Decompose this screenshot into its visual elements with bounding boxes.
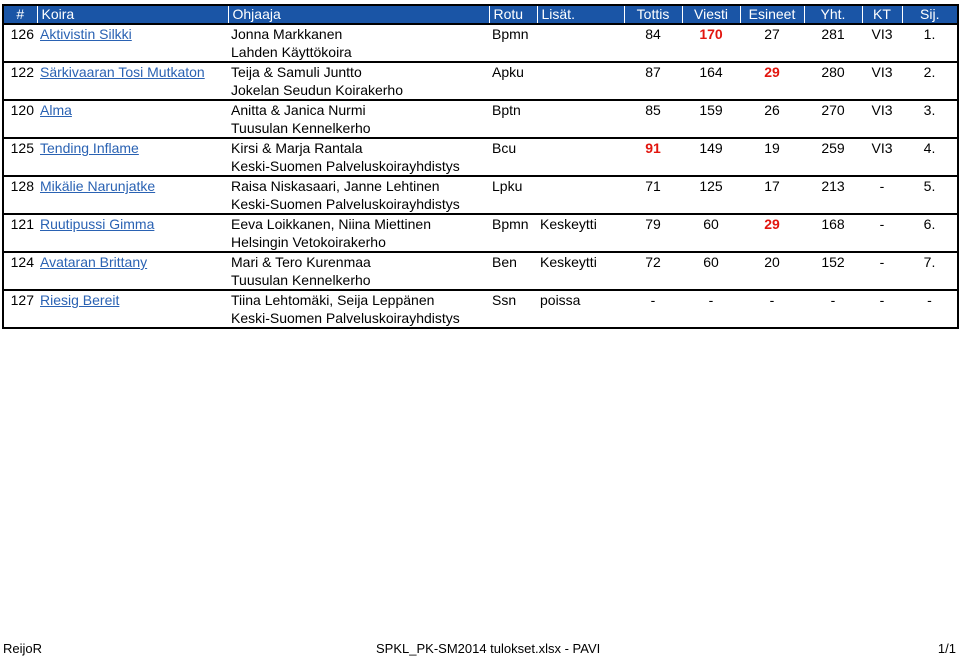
empty-cell [37,309,228,328]
empty-cell [624,309,958,328]
col-header-tottis: Tottis [624,5,682,24]
dog-name-cell [37,290,228,309]
table-row [3,252,958,271]
extra-info [537,62,624,81]
score-kt: VI3 [871,64,893,80]
score-viesti: 159 [699,102,723,118]
entry-number: 122 [10,64,34,80]
col-header-dog: Koira [37,5,228,24]
table-entry [3,138,958,176]
breed: Bcu [492,140,517,156]
handler-name: Teija & Samuli Juntto [231,64,362,80]
handler-name: Kirsi & Marja Rantala [231,140,363,156]
empty-cell [37,271,228,290]
footer-filename: SPKL_PK-SM2014 tulokset.xlsx - PAVI [376,641,601,656]
breed: Bpmn [492,216,529,232]
empty-cell [624,157,958,176]
table-entry [3,214,958,252]
placement: - [927,292,932,308]
score-tottis: - [650,292,656,308]
empty-cell [624,43,958,62]
handler-name: Mari & Tero Kurenmaa [231,254,371,270]
score-viesti: 125 [699,178,723,194]
col-header-viesti: Viesti [682,5,740,24]
club-name: Keski-Suomen Palveluskoirayhdistys [231,196,460,212]
footer-page-number: 1/1 [937,641,956,656]
dog-name-link[interactable]: Mikälie Narunjatke [40,178,156,194]
dog-name-cell [37,24,228,43]
extra-info [537,138,624,157]
score-tottis: 72 [645,254,661,270]
score-kt: - [879,292,885,308]
extra-info [537,24,624,43]
breed: Bpmn [492,26,529,42]
placement: 2. [923,64,936,80]
table-row [3,100,958,119]
entry-number: 128 [10,178,34,194]
score-viesti: 60 [703,254,719,270]
table-entry [3,62,958,100]
empty-cell [3,157,37,176]
dog-name-link[interactable]: Riesig Bereit [40,292,120,308]
score-tottis: 71 [645,178,661,194]
empty-cell [3,233,37,252]
empty-cell [3,309,37,328]
club-name: Helsingin Vetokoirakerho [231,234,386,250]
empty-cell [37,233,228,252]
score-viesti: 60 [703,216,719,232]
empty-cell [37,157,228,176]
club-name: Jokelan Seudun Koirakerho [231,82,404,98]
empty-cell [624,119,958,138]
results-table [2,4,959,329]
score-kt: - [879,178,885,194]
table-row [3,214,958,233]
score-total: 168 [821,216,845,232]
table-entry [3,290,958,328]
score-esineet: 27 [764,26,780,42]
placement: 4. [923,140,936,156]
dog-name-link[interactable]: Tending Inflame [40,140,139,156]
col-header-breed: Rotu [489,5,537,24]
table-row [3,24,958,43]
table-row-club [3,119,958,138]
empty-cell [624,233,958,252]
entry-number: 126 [10,26,34,42]
entry-number: 125 [10,140,34,156]
table-row [3,138,958,157]
club-name: Lahden Käyttökoira [231,44,352,60]
extra-info [537,100,624,119]
table-row-club [3,233,958,252]
score-esineet: 29 [764,64,780,80]
extra-info: Keskeytti [540,216,597,232]
table-row [3,62,958,81]
club-name: Tuusulan Kennelkerho [231,272,371,288]
score-esineet: 17 [764,178,780,194]
table-entry [3,176,958,214]
table-entry [3,24,958,62]
score-tottis: 79 [645,216,661,232]
score-viesti: 170 [699,26,723,42]
score-viesti: - [708,292,714,308]
club-name: Tuusulan Kennelkerho [231,120,371,136]
extra-info: Keskeytti [540,254,597,270]
col-header-kt: KT [862,5,902,24]
score-kt: VI3 [871,102,893,118]
dog-name-link[interactable]: Särkivaaran Tosi Mutkaton [40,64,205,80]
dog-name-link[interactable]: Aktivistin Silkki [40,26,132,42]
handler-name: Raisa Niskasaari, Janne Lehtinen [231,178,440,194]
score-esineet: 20 [764,254,780,270]
dog-name-cell [37,100,228,119]
breed: Lpku [492,178,523,194]
handler-name: Anitta & Janica Nurmi [231,102,366,118]
score-viesti: 164 [699,64,723,80]
score-kt: VI3 [871,140,893,156]
score-tottis: 87 [645,64,661,80]
col-header-esineet: Esineet [740,5,804,24]
score-esineet: 19 [764,140,780,156]
empty-cell [624,195,958,214]
score-total: 280 [821,64,845,80]
col-header-extra: Lisät. [537,5,624,24]
dog-name-cell [37,214,228,233]
score-total: 270 [821,102,845,118]
table-row-club [3,271,958,290]
table-row-club [3,195,958,214]
table-entry [3,100,958,138]
empty-cell [3,195,37,214]
entry-number: 121 [10,216,34,232]
table-row-club [3,157,958,176]
empty-cell [37,81,228,100]
breed: Ssn [492,292,517,308]
empty-cell [3,43,37,62]
score-kt: VI3 [871,26,893,42]
empty-cell [3,81,37,100]
empty-cell [3,119,37,138]
score-viesti: 149 [699,140,723,156]
dog-name-link[interactable]: Ruutipussi Gimma [40,216,155,232]
score-kt: - [879,254,885,270]
table-row-club [3,81,958,100]
footer-author: ReijoR [3,641,43,656]
placement: 7. [923,254,936,270]
dog-name-cell [37,62,228,81]
handler-name: Jonna Markkanen [231,26,343,42]
empty-cell [624,81,958,100]
table-row-club [3,43,958,62]
entry-number: 127 [10,292,34,308]
dog-name-cell [37,176,228,195]
col-header-total: Yht. [804,5,862,24]
col-header-num: # [3,5,37,24]
entry-number: 120 [10,102,34,118]
empty-cell [37,119,228,138]
score-total: 213 [821,178,845,194]
score-esineet: 29 [764,216,780,232]
score-total: 259 [821,140,845,156]
breed: Bptn [492,102,521,118]
placement: 5. [923,178,936,194]
score-esineet: - [769,292,775,308]
empty-cell [624,271,958,290]
score-tottis: 84 [645,26,661,42]
score-tottis: 91 [645,140,661,156]
breed: Ben [492,254,517,270]
score-tottis: 85 [645,102,661,118]
empty-cell [37,195,228,214]
score-kt: - [879,216,885,232]
placement: 3. [923,102,936,118]
page-footer [0,640,960,658]
score-total: - [830,292,836,308]
placement: 1. [923,26,936,42]
table-row [3,290,958,309]
score-esineet: 26 [764,102,780,118]
header-row [3,5,958,24]
placement: 6. [923,216,936,232]
table-entry [3,252,958,290]
empty-cell [3,271,37,290]
breed: Apku [492,64,524,80]
club-name: Keski-Suomen Palveluskoirayhdistys [231,158,460,174]
handler-name: Tiina Lehtomäki, Seija Leppänen [231,292,435,308]
score-total: 152 [821,254,845,270]
dog-name-cell [37,138,228,157]
empty-cell [37,43,228,62]
handler-name: Eeva Loikkanen, Niina Miettinen [231,216,432,232]
col-header-place: Sij. [902,5,958,24]
dog-name-cell [37,252,228,271]
extra-info: poissa [540,292,581,308]
col-header-handler: Ohjaaja [228,5,489,24]
score-total: 281 [821,26,845,42]
table-row-club [3,309,958,328]
entry-number: 124 [10,254,34,270]
club-name: Keski-Suomen Palveluskoirayhdistys [231,310,460,326]
dog-name-link[interactable]: Avataran Brittany [40,254,148,270]
dog-name-link[interactable]: Alma [40,102,72,118]
table-row [3,176,958,195]
extra-info [537,176,624,195]
